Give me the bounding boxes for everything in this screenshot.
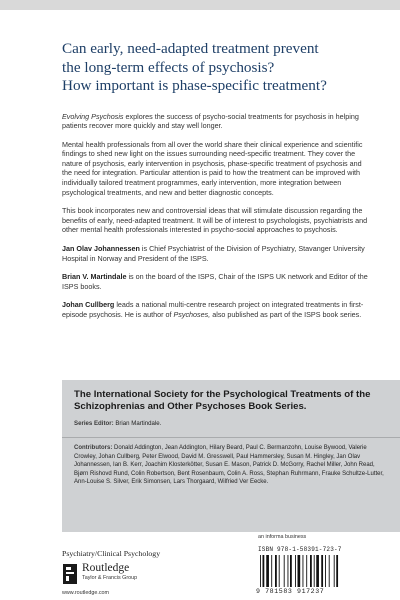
editor-bio [62,272,368,291]
book-series-panel [62,380,400,532]
series-editor [74,420,390,427]
series-title: The International Society for the Psychological Treatments of the Schizophrenias and Other Psychoses Book Series. [74,389,371,412]
isbn-label: ISBN 978-1-58391-723-7 [258,546,342,553]
publisher-group: Taylor & Francis Group [82,575,138,581]
coauthor-bio-text-a: leads a national multi-centre research project on integrated treatments in first-episode psychosis. He is author of [62,300,364,319]
author-name: Jan Olav Johannessen [62,244,140,254]
editor-name: Brian V. Martindale [62,272,127,282]
coauthor-bio-text-b: also published as part of the ISPS book series. [210,310,362,319]
subject-category: Psychiatry/Clinical Psychology [62,549,161,558]
contributors-names: Donald Addington, Jean Addington, Hilary Beard, Paul C. Bermanzohn, Louise Bywood, Valerie Crowley, Johan Cullberg, Peter Elwood, David M. Gresswell, Paul Hammersley, Susan M. Hingley, Jan Olav Johannessen, Ian B. Kerr, Joachim Klosterkötter, Susan E. Mason, Patrick D. McGorry, Rachel Miller, John Read, Bjørn Rishovd Rund, Colin Robertson, Bent Rosenbaum, Colin A. Ross, Stephan Ruhrmann, Frauke Schultze-Lutter, Ann-Louise S. Silver, Erik Simonsen, Lars Thorgaard, Wilfried Ver Eecke. [74,445,384,486]
author-bio [62,244,368,263]
coauthor-bio [62,300,368,319]
headline-line-1: Can early, need-adapted treatment prevent [62,40,319,57]
book-title: Evolving Psychosis [62,111,124,121]
back-cover-text [62,40,368,320]
routledge-logo-icon [62,563,78,585]
series-divider [62,437,400,438]
audience-paragraph: This book incorporates new and controversial ideas that will stimulate discussion regarding the benefits of early, need-adapted treatment. It will be of interest to psychologists, psychiatrists and other mental health professionals interested in psycho-social approaches to psychosis. [62,206,368,235]
publisher-url[interactable]: www.routledge.com [62,590,110,596]
coauthor-name: Johan Cullberg [62,300,115,310]
top-edge-strip [0,0,400,10]
headline [62,40,368,96]
barcode-icon [258,555,368,587]
author-bio-text: is Chief Psychiatrist of the Division of Psychiatry, Stavanger University Hospital in Norway and President of the ISPS. [62,244,365,263]
informa-tagline: an informa business [258,534,307,540]
publisher-name: Routledge [82,562,130,574]
series-editor-label: Series Editor: [74,420,114,427]
contributors-list [74,444,390,487]
editor-bio-text: is on the board of the ISPS, Chair of the ISPS UK network and Editor of the ISPS books. [62,272,368,291]
series-editor-name: Brian Martindale. [113,420,162,427]
intro-paragraph [62,112,368,131]
coauthor-book-title: Psychoses, [173,310,211,319]
barcode-digits: 9 781583 917237 [256,588,325,595]
headline-line-3: How important is phase-specific treatment? [62,77,327,94]
contributors-label: Contributors: [74,445,113,451]
headline-line-2: the long-term effects of psychosis? [62,58,275,76]
intro-text: explores the success of psycho-social treatments for psychosis in helping patients recover more quickly and stay well longer. [62,111,359,131]
description-paragraph: Mental health professionals from all over the world share their clinical experience and scientific findings to shed new light on the issues surrounding need-specific treatment. They cover the nature of psychosis, early intervention in psychosis, phase-specific treatment of psychosis and the need for integration. Particular attention is paid to how the treatment can be improved with individually tailored treatment programmes, early intervention, more integration between psychological treatments, and new and better diagnostic concepts. [62,139,363,197]
